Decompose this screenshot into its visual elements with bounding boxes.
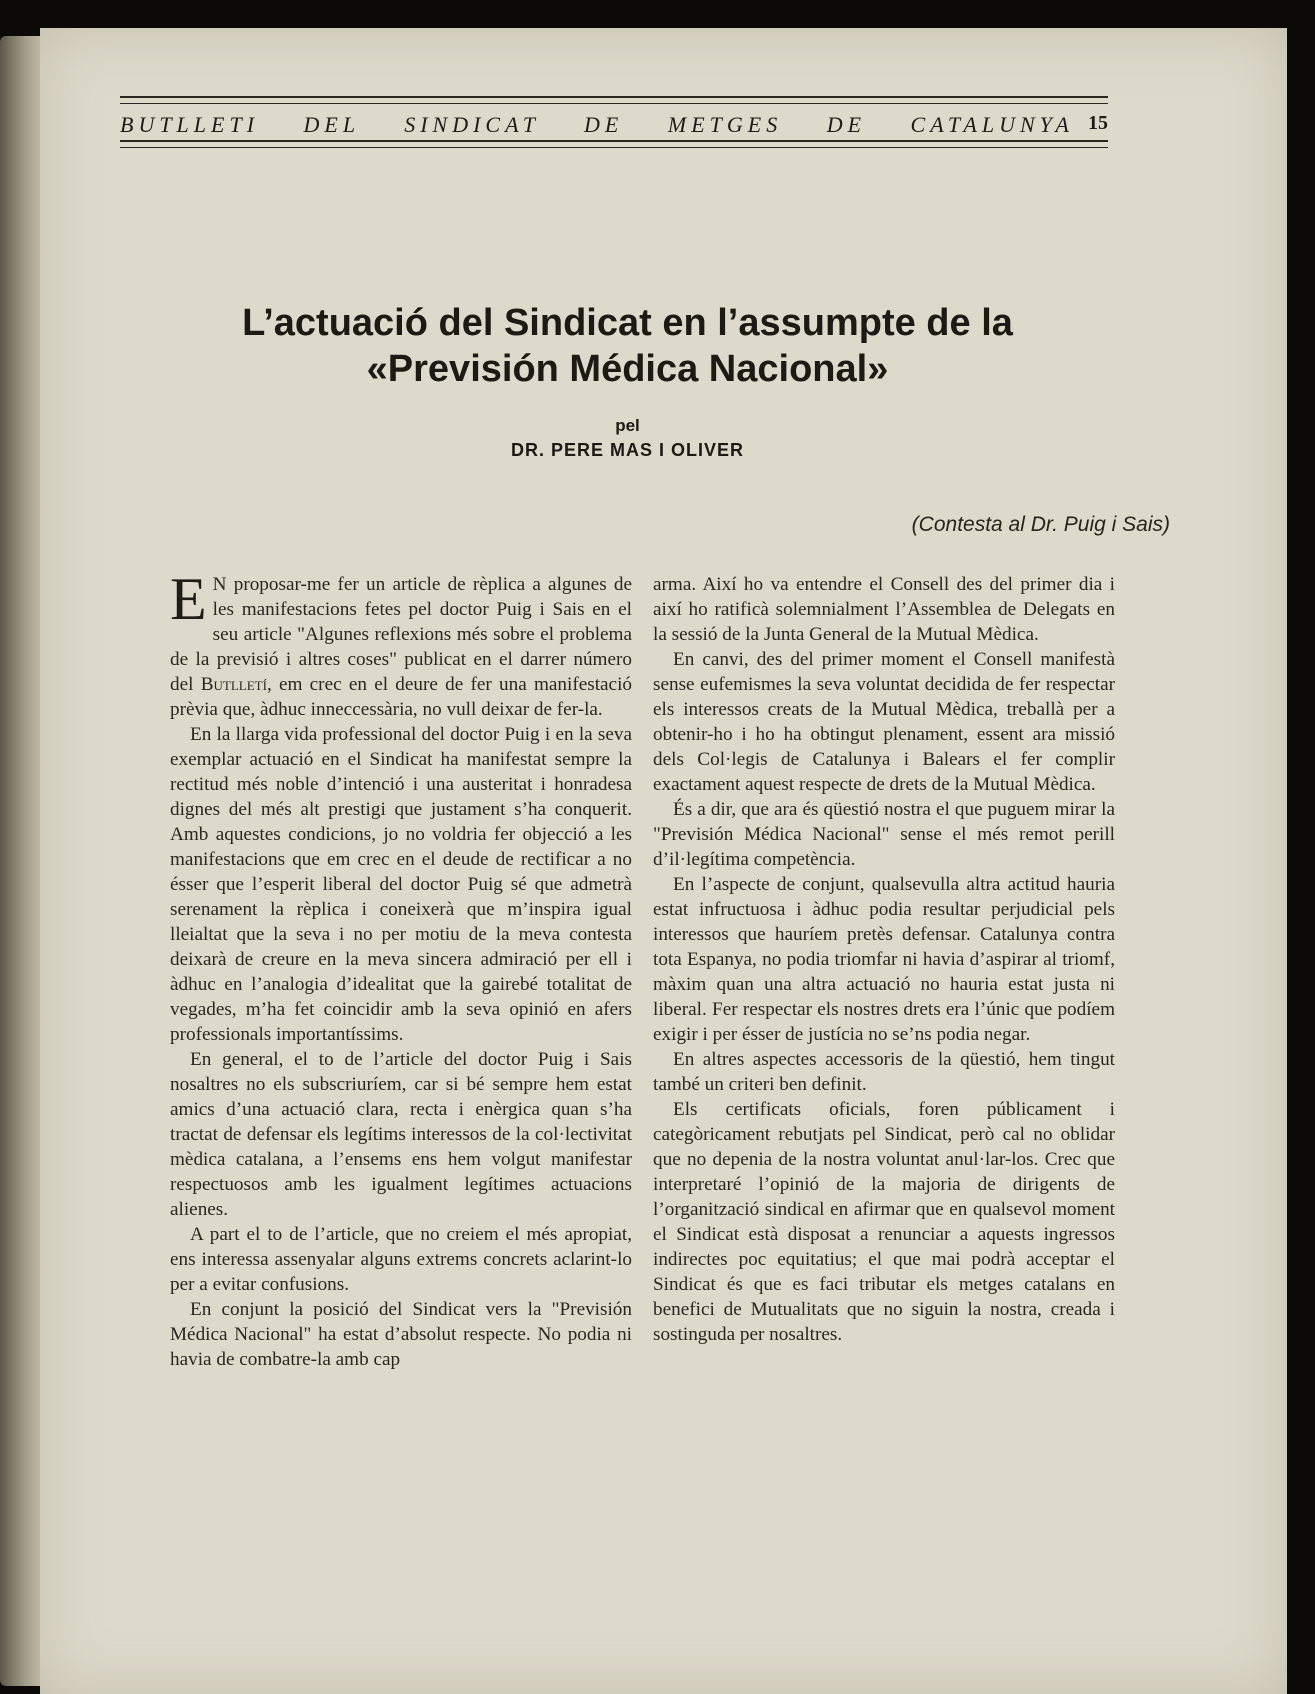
article-title [140,300,1115,392]
paragraph: En canvi, des del primer moment el Consell manifestà sense eufemismes la seva voluntat decidida de fer respectar els interessos creats de la Mutual Mèdica, treballà per a obtenir-ho i ho ha obtingut plenament, essent ara missió dels Col·legis de Catalunya i Balears el fer complir exactament aquest respecte de drets de la Mutual Mèdica. [653,649,1115,795]
article-title-line2: «Previsión Médica Nacional» [366,348,889,390]
paragraph: En l’aspecte de conjunt, qualsevulla altra actitud hauria estat infructuosa i àdhuc podia resultar perjudicial pels interessos que hauríem pretès defensar. Catalunya contra tota Espanya, no podia triomfar ni havia d’aspirar al triomf, màxim quan una altra actuació no hauria estat justa ni liberal. Fer respectar els nostres drets era l’únic que podíem exigir i per ésser de justícia no se’ns podia negar. [653,874,1115,1045]
header-top-rule [120,96,1108,104]
drop-cap: E [170,566,207,632]
paragraph-text: N proposar-me fer un article de rèplica a algunes de les manifestacions fetes pel doctor Puig i Sais en el seu article "Algunes reflexions més sobre el problema de la previsió i altres coses" publicat en el darrer número del [170,574,632,695]
paragraph-text: , em crec en el deure de fer una manifestació prèvia que, àdhuc inneccessària, no vull deixar de fer-la. [170,674,632,720]
header-row [120,104,1108,140]
page-number: 15 [1088,112,1108,134]
paragraph: En la llarga vida professional del doctor Puig i en la seva exemplar actuació en el Sindicat ha manifestat sempre la rectitud més noble d’intenció i una austeritat i honradesa dignes del més alt prestigi que justament s’ha conquerit. Amb aquestes condicions, jo no voldria fer objecció a les manifestacions que em crec en el deude de rectificar a no ésser que l’esperit liberal del doctor Puig sé que admetrà serenament la rèplica i coneixerà que m’inspira igual lleialtat que la seva i no per motiu de la meva contesta deixarà de creure en la meva sincera admiració per ell i àdhuc en l’analogia d’idealitat que la gairebé totalitat de vegades, m’ha fet coincidir amb la seva opinió en afers professionals importantíssims. [170,724,632,1045]
paragraph: arma. Així ho va entendre el Consell des del primer dia i així ho ratificà solemnialment l’Assemblea de Delegats en la sessió de la Junta General de la Mutual Mèdica. [653,574,1115,645]
journal-title: BUTLLETI DEL SINDICAT DE METGES DE CATALUNYA [120,112,1074,137]
journal-reference: Butlletí [200,674,267,695]
paragraph: Els certificats oficials, foren públicament i categòricament rebutjats pel Sindicat, però cal no oblidar que no depenia de la nostra voluntat anul·lar-los. Crec que interpretaré l’opinió de la majoria de dirigents de l’organització sindical en afirmar que en qualsevol moment el Sindicat està disposat a renunciar a aquests ingressos indirectes poc equitatius; el que mai podrà acceptar el Sindicat és que es faci tributar els metges catalans en benefici de Mutualitats que no siguin la nostra, creada i sostinguda per nosaltres. [653,1099,1115,1345]
paragraph: És a dir, que ara és qüestió nostra el que puguem mirar la "Previsión Médica Nacional" sense el més remot perill d’il·legítima competència. [653,799,1115,870]
running-header [120,96,1108,148]
left-column [170,566,632,1372]
article-author: DR. PERE MAS I OLIVER [510,440,745,460]
paragraph: A part el to de l’article, que no creiem el més apropiat, ens interessa assenyalar alguns extrems concrets aclarint-lo per a evitar confusions. [170,1224,632,1295]
article-heading [140,300,1115,461]
paragraph: En conjunt la posició del Sindicat vers la "Previsión Médica Nacional" ha estat d’absolut respecte. No podia ni havia de combatre-la amb cap [170,1299,632,1370]
article-subtitle: (Contesta al Dr. Puig i Sais) [911,513,1170,536]
header-bottom-rule [120,140,1108,148]
paragraph: En general, el to de l’article del doctor Puig i Sais nosaltres no els subscriuríem, car si bé sempre hem estat amics d’una actuació clara, recta i enèrgica quan s’ha tractat de defensar els legítims interessos de la col·lectivitat mèdica catalana, a l’ensems ens hem volgut manifestar respectuosos amb les igualment legítimes actuacions alienes. [170,1049,632,1220]
paragraph: En altres aspectes accessoris de la qüestió, hem tingut també un criteri ben definit. [653,1049,1115,1095]
byline-preposition: pel [615,416,640,435]
article-title-line1: L’actuació del Sindicat en l’assumpte de la [242,302,1013,344]
right-column [653,572,1115,1347]
paragraph [170,566,632,722]
